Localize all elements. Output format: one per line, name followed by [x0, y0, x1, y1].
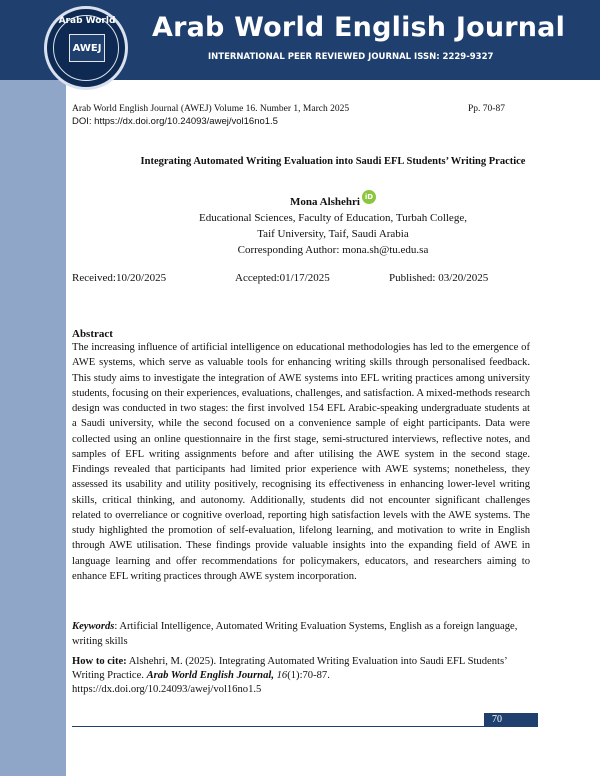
- footer-rule: [72, 726, 538, 727]
- cite-doi[interactable]: https://dx.doi.org/10.24093/awej/vol16no1.5: [72, 684, 262, 696]
- cite-journal: Arab World English Journal,: [146, 670, 274, 682]
- author-line: [66, 193, 600, 210]
- journal-logo: [44, 6, 128, 90]
- keywords: [72, 619, 530, 650]
- abstract-body: The increasing influence of artificial intelligence on educational methodologies has led to the emergence of AWE systems, which serve as valuable tools for enhancing writing skills through personalised feedback. This study aims to investigate the integration of AWE systems into EFL writing practices among university students, focusing on their experiences, evaluations, challenges, and satisfaction. A mixed-methods research design was conducted in two stages: the first involved 154 EFL Arabic-speaking undergraduate students at a Saudi university, while the second focused on a convenience sample of eight participants. Data were collected using an online questionnaire in the first stage, semi-structured interviews, reflective notes, and samples of EFL writing assignments before and after utilising the AWE system in the second stage. Findings revealed that participants had limited prior experience with AWE systems; nonetheless, they assessed its usability and utility positively, recognising its effectiveness in enhancing lower-level writing skills, critical thinking, and autonomy. Additionally, students did not encounter significant challenges related to overreliance or cognitive overload, reporting high satisfaction levels with the AWE systems. The study highlighted the promotion of self-evaluation, lifelong learning, and motivation to write in English through AWE utilisation. These findings provide valuable insights into the expanding field of AWE in language learning and offer recommendations for policymakers, educators, and researchers aiming to enhance EFL writing practices through AWE system incorporation.: [72, 342, 530, 582]
- abstract-heading: Abstract: [72, 328, 113, 340]
- published-date: Published: 03/20/2025: [389, 272, 489, 284]
- journal-subtitle: INTERNATIONAL PEER REVIEWED JOURNAL ISSN: 2229-9327: [208, 52, 494, 62]
- author-name: Mona Alshehri: [290, 196, 360, 208]
- page-range: Pp. 70-87: [468, 104, 505, 114]
- orcid-icon[interactable]: iD: [362, 190, 376, 204]
- keywords-label: Keywords: [72, 621, 115, 632]
- page-number: 70: [484, 713, 538, 727]
- cite-text: Alshehri, M. (2025). Integrating Automated Writing Evaluation into Saudi EFL Students’ Writing Practice.: [72, 656, 507, 682]
- how-to-cite: [72, 655, 530, 698]
- corresponding-author: Corresponding Author: mona.sh@tu.edu.sa: [237, 244, 429, 256]
- cite-issue: (1):70-87.: [287, 670, 330, 682]
- doi-link[interactable]: DOI: https://dx.doi.org/10.24093/awej/vol16no1.5: [72, 116, 278, 127]
- cite-volume: 16: [273, 670, 288, 682]
- logo-text: Arab World: [58, 16, 116, 26]
- affiliation-line-1: Educational Sciences, Faculty of Education, Turbah College,: [199, 212, 467, 224]
- affiliation-line-2: Taif University, Taif, Saudi Arabia: [257, 228, 409, 240]
- cite-label: How to cite:: [72, 656, 127, 667]
- keywords-list: : Artificial Intelligence, Automated Writing Evaluation Systems, English as a foreign language, writing skills: [72, 621, 518, 648]
- logo-abbrev: AWEJ: [69, 34, 105, 62]
- received-date: Received:10/20/2025: [72, 272, 167, 284]
- accepted-date: Accepted:01/17/2025: [235, 272, 330, 284]
- journal-title: Arab World English Journal: [152, 12, 566, 43]
- left-sidebar-band: [0, 0, 66, 776]
- citation-line: Arab World English Journal (AWEJ) Volume 16. Number 1, March 2025: [72, 104, 350, 114]
- paper-title: Integrating Automated Writing Evaluation into Saudi EFL Students’ Writing Practice: [140, 156, 526, 167]
